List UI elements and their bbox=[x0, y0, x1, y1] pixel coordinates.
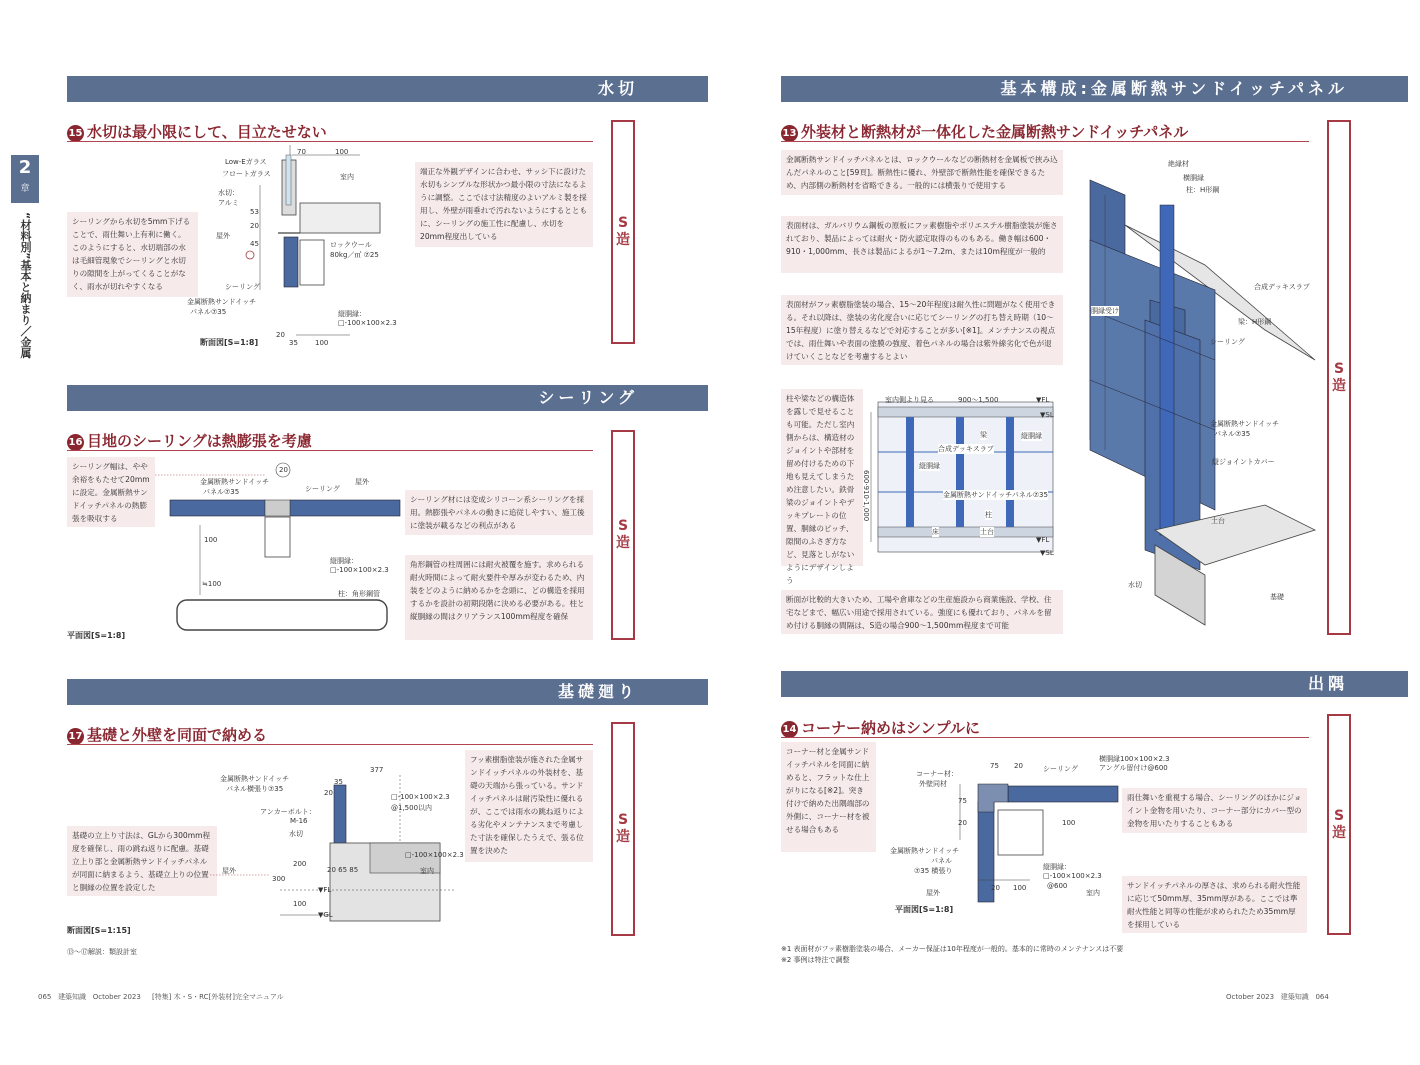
d15-panel: 金属断熱サンドイッチ bbox=[187, 298, 257, 306]
d13-kiso: 基礎 bbox=[1270, 593, 1284, 601]
panel-left-16 bbox=[170, 500, 265, 516]
d15-b100: 100 bbox=[315, 339, 329, 347]
d15-shitsunai: 室内 bbox=[340, 173, 354, 181]
chapter-unit: 章 bbox=[20, 184, 30, 194]
s-tag-13: S造 bbox=[1327, 120, 1351, 635]
glass bbox=[286, 155, 291, 205]
d14-panel: 金属断熱サンドイッチ bbox=[890, 847, 960, 855]
item-15-heading bbox=[67, 121, 327, 142]
d17-m16: M-16 bbox=[290, 817, 308, 825]
d17-mizu: 水切 bbox=[289, 830, 303, 838]
d17-fl: ▼FL bbox=[318, 886, 332, 894]
d13b-sl2: ▼SL bbox=[1040, 549, 1054, 557]
d17-v200: 200 bbox=[293, 860, 307, 868]
panel-horizontal-14 bbox=[1008, 786, 1118, 802]
d15-panel2: パネル⑦35 bbox=[190, 308, 227, 316]
s-tag-14: S造 bbox=[1327, 714, 1351, 935]
note-16c: 角形鋼管の柱周囲には耐火被覆を施す。求められる耐火時間によって耐火要件や厚みが変わるため、内装をどのように納めるかを念頭に、どの構造を採用するかを設計の初期段階に決める必要がある。柱と縦胴縁の間はクリアランス100mm程度を確保 bbox=[405, 555, 593, 640]
note-15a: シーリングから水切を5mm下げることで、雨仕舞い上有利に働く。このようにすると、水切端部の水は毛細管現象でシーリングと水切りの隙間を上がってくることがなく、雨水が切れやすくなる bbox=[67, 212, 198, 297]
item-17-rule bbox=[67, 744, 593, 745]
d16-dobuchi: 縦胴縁： bbox=[330, 557, 358, 565]
d13b-yuka: 床 bbox=[932, 528, 939, 536]
d17-anchor: アンカーボルト： bbox=[260, 808, 316, 816]
d16-c20: 20 bbox=[279, 466, 288, 474]
d14-corner2: 外壁同材 bbox=[919, 780, 947, 788]
d13-hari: 梁：H形鋼 bbox=[1238, 318, 1272, 326]
d17-35: 35 bbox=[334, 778, 343, 786]
item-16-number: 16 bbox=[67, 434, 84, 451]
d13-panel2: パネル⑦35 bbox=[1214, 430, 1251, 438]
d16-okugai: 屋外 bbox=[355, 478, 369, 486]
panel-17 bbox=[334, 785, 346, 843]
note-16a: シーリング幅は、やや余裕をもたせて20mmに設定。金属断熱サンドイッチパネルの熱膨張を吸収する bbox=[67, 457, 155, 527]
section-band-basic: 基本構成:金属断熱サンドイッチパネル bbox=[781, 76, 1408, 102]
item-15-title: 水切は最小限にして、目立たせない bbox=[87, 123, 327, 141]
item-17-title: 基礎と外壁を同面で納める bbox=[87, 726, 268, 744]
d15-mizu: 水切： bbox=[218, 189, 239, 197]
d17-b: 20 65 85 bbox=[327, 866, 359, 874]
item-16-heading bbox=[67, 430, 312, 451]
d14-seal: シーリング bbox=[1043, 765, 1078, 773]
d13b-dobuchi: 縦胴縁 bbox=[1021, 432, 1042, 440]
note-14b: 雨仕舞いを重視する場合、シーリングのほかにジョイント金物を用いたり、コーナー部分にカバー型の金物を用いたりすることもある bbox=[1122, 788, 1307, 833]
d15-okugai: 屋外 bbox=[216, 232, 230, 240]
d14-20: 20 bbox=[1014, 762, 1023, 770]
d17-v300: 300 bbox=[272, 875, 286, 883]
d13-kanamono: 胴縁受け bbox=[1091, 307, 1119, 315]
item-14-title: コーナー納めはシンプルに bbox=[801, 719, 981, 737]
d15-seal: シーリング bbox=[225, 283, 260, 291]
d13-dodai: 土台 bbox=[1211, 517, 1225, 525]
footer-left-page: 065 bbox=[38, 993, 52, 1001]
d15-alumi: アルミ bbox=[218, 199, 239, 207]
d15-rock: ロックウール bbox=[330, 241, 372, 249]
note-14c: サンドイッチパネルの厚さは、求められる耐火性能に応じて50mm厚、35mm厚がある。ここでは準耐火性能と同等の性能が求められたため35mm厚を採用している bbox=[1122, 876, 1307, 933]
d13b-sl: ▼SL bbox=[1040, 411, 1054, 419]
item-13-heading bbox=[781, 121, 1188, 142]
d13b-panel: 金属断熱サンドイッチパネル⑦35 bbox=[943, 491, 1048, 499]
item-13-number: 13 bbox=[781, 125, 798, 142]
s-tag-17: S造 bbox=[611, 722, 635, 936]
d17-credit: ⑬〜⑰解説：類設計室 bbox=[67, 948, 137, 956]
d16-dobuchi2: □-100×100×2.3 bbox=[330, 566, 389, 574]
chapter-tab bbox=[11, 155, 39, 203]
d13b-deck: 合成デッキスラブ bbox=[938, 445, 994, 453]
d17-sq2: □-100×100×2.3 bbox=[405, 851, 464, 859]
post-14 bbox=[998, 810, 1043, 855]
d13b-dims: 600·910·1,000 bbox=[862, 470, 870, 522]
d13-yokodobuchi: 横胴縁 bbox=[1183, 174, 1204, 182]
d13b-fl: ▼FL bbox=[1036, 396, 1050, 404]
d17-gl: ▼GL bbox=[318, 911, 333, 919]
rockwool-slab bbox=[300, 203, 380, 233]
d14-shitsunai: 室内 bbox=[1086, 889, 1100, 897]
item-15-number: 15 bbox=[67, 125, 84, 142]
d13-hashira: 柱：H形鋼 bbox=[1186, 186, 1220, 194]
item-13-title: 外装材と断熱材が一体化した金属断熱サンドイッチパネル bbox=[801, 123, 1189, 141]
column-16 bbox=[177, 600, 387, 630]
column-c bbox=[1006, 417, 1014, 527]
d17-sq1b: @1,500以内 bbox=[391, 804, 433, 812]
d14-angle: アングル留付け@600 bbox=[1099, 764, 1168, 772]
d14-v75: 75 bbox=[958, 797, 967, 805]
s-tag-15: S造 bbox=[611, 120, 635, 344]
item-15-rule bbox=[67, 141, 593, 142]
d15-rock2: 80kg／㎥ ⑦25 bbox=[330, 251, 379, 259]
d17-shitsunai: 室内 bbox=[420, 867, 434, 875]
d13b-hashira: 柱 bbox=[985, 511, 992, 519]
footer-right bbox=[1226, 992, 1329, 1002]
d14-corner: コーナー材： bbox=[916, 770, 958, 778]
d17-377: 377 bbox=[370, 766, 384, 774]
d13-mizu: 水切 bbox=[1128, 581, 1142, 589]
item-14-rule bbox=[781, 737, 1309, 738]
footer-right-magazine: 建築知識 bbox=[1280, 993, 1309, 1001]
d15-caption: 断面図[S=1:8] bbox=[200, 338, 259, 347]
d17-sq1: □-100×100×2.3 bbox=[391, 793, 450, 801]
d15-v53: 53 bbox=[250, 208, 259, 216]
item-14-heading bbox=[781, 717, 980, 738]
footnote-2: ※2 事例は特注で調整 bbox=[781, 956, 850, 964]
d17-20: 20 bbox=[324, 789, 333, 797]
item-13-rule bbox=[781, 141, 1309, 142]
item-14-number: 14 bbox=[781, 721, 798, 738]
d14-caption: 平面図[S=1:8] bbox=[895, 905, 954, 914]
d15-100: 100 bbox=[335, 148, 349, 156]
s-tag-16: S造 bbox=[611, 430, 635, 640]
column-a bbox=[906, 417, 914, 527]
note-16b: シーリング材には変成シリコーン系シーリングを採用。熱膨張やパネルの動きに追従しやすい、施工後に塗装が載るなどの利点がある bbox=[405, 490, 593, 535]
footer-left-magazine: 建築知識 bbox=[58, 993, 87, 1001]
d14-tate: 縦胴縁： bbox=[1043, 863, 1071, 871]
d17-caption: 断面図[S=1:15] bbox=[67, 926, 131, 935]
d17-panel2: パネル横張り⑦35 bbox=[226, 785, 284, 793]
footer-right-issue: October 2023 bbox=[1226, 993, 1275, 1001]
diagram-13-axonometric bbox=[1065, 150, 1320, 630]
item-17-heading bbox=[67, 724, 267, 745]
d14-b20: 20 bbox=[991, 884, 1000, 892]
d14-okugai: 屋外 bbox=[926, 889, 940, 897]
sealing-joint bbox=[265, 500, 290, 516]
d13b-dobuchi2: 縦胴縁 bbox=[919, 462, 940, 470]
d15-v45: 45 bbox=[250, 240, 259, 248]
footer-left-issue: October 2023 bbox=[92, 993, 141, 1001]
panel-section-15 bbox=[284, 237, 298, 287]
d13b-span: 900〜1,500 bbox=[958, 396, 999, 404]
d16-panel: 金属断熱サンドイッチ bbox=[200, 478, 270, 486]
note-13b: 表面材は、ガルバリウム鋼板の原板にフッ素樹脂やポリエステル樹脂塗装が施されており、製品によっては耐火・防火認定取得のものもある。働き幅は600・910・1,000mm、長さは製品によるが1〜7.2m、または10m程度が一般的 bbox=[781, 216, 1063, 273]
note-17a: 基礎の立上り寸法は、GLから300mm程度を確保し、雨の跳ね返りに配慮。基礎立上り部と金属断熱サンドイッチパネルが同面に納まるよう、基礎立上りの位置と胴縁の位置を設定した bbox=[67, 826, 217, 896]
d13b-dodai: 土台 bbox=[980, 528, 994, 536]
d13-cover: 縦ジョイントカバー bbox=[1212, 458, 1275, 466]
footer-right-page: 064 bbox=[1315, 993, 1329, 1001]
d16-seal: シーリング bbox=[305, 485, 340, 493]
d15-v20: 20 bbox=[250, 222, 259, 230]
d16-v100b: ≒100 bbox=[202, 580, 222, 588]
corner-cover bbox=[978, 784, 1008, 812]
d15-b20: 20 bbox=[276, 331, 285, 339]
d14-tate3: @600 bbox=[1047, 882, 1068, 890]
d14-v100: 100 bbox=[1062, 819, 1076, 827]
d17-panel: 金属断熱サンドイッチ bbox=[220, 775, 290, 783]
note-13d: 柱や梁などの構造体を露しで見せることも可能。ただし室内側からは、構造材のジョイントや部材を留め付けるための下地も見えてしまうため注意したい。鉄骨梁のジョイントやデッキプレートの位置、胴縁のピッチ、隙間のふさぎ方など、見落としがないようにデザインしよう bbox=[781, 389, 863, 566]
section-band-deszumi: 出隅 bbox=[781, 671, 1408, 697]
d15-lowe: Low-Eガラス bbox=[225, 158, 267, 166]
beam-bottom bbox=[878, 527, 1053, 537]
note-13c: 表面材がフッ素樹脂塗装の場合、15〜20年程度は耐久性に問題がなく使用できる。それ以降は、塗装の劣化度合いに応じてシーリングの打ち替え時期（10〜15年程度）に塗り替えるなどで対応することが多い[※1]。メンテナンスの視点では、雨仕舞いや表面の塗膜の強度、着色パネルの場合は紫外線劣化で色が退けていくことなどを考慮するとよい bbox=[781, 295, 1063, 365]
d17-v100: 100 bbox=[293, 900, 307, 908]
d13-seal: シーリング bbox=[1210, 338, 1245, 346]
d15-b35: 35 bbox=[289, 339, 298, 347]
d14-panel2: パネル bbox=[931, 857, 952, 865]
mullion-16 bbox=[265, 517, 290, 557]
d16-panel2: パネル⑦35 bbox=[203, 488, 240, 496]
note-13e: 断面が比較的大きいため、工場や倉庫などの生産施設から商業施設、学校、住宅などまで、幅広い用途で採用されている。強度にも優れており、パネルを留め付ける胴縁の間隔は、S造の場合900〜1,500mm程度まで可能 bbox=[781, 590, 1063, 634]
note-14a: コーナー材と金属サンドイッチパネルを同面に納めると、フラットな仕上がりになる[※2]。突き付けで納めた出隅端部の外側に、コーナー材を被せる場合もある bbox=[781, 742, 876, 852]
d14-b100: 100 bbox=[1013, 884, 1027, 892]
d13b-hari: 梁 bbox=[980, 431, 987, 439]
footer-left bbox=[38, 992, 284, 1002]
footnote-1: ※1 表面材がフッ素樹脂塗装の場合、メーカー保証は10年程度が一般的。基本的に常時のメンテナンスは不要 bbox=[781, 945, 1124, 953]
footer-left-feature: [特集] 木・S・RC[外装材]完全マニュアル bbox=[151, 993, 284, 1001]
d13-deck: 合成デッキスラブ bbox=[1254, 283, 1310, 291]
note-15b: 端正な外観デザインに合わせ、サッシ下に設けた水切もシンプルな形状かつ最小限の寸法になるように調整。ここでは寸法精度のよいアルミ製を採用し、外壁が雨垂れで汚れないようにするとともに、シーリングの施工性に配慮し、水切を20mm程度出している bbox=[415, 162, 593, 247]
d14-v20: 20 bbox=[958, 819, 967, 827]
chapter-number: 2 bbox=[18, 157, 32, 178]
d15-float: フロートガラス bbox=[222, 170, 271, 178]
d16-caption: 平面図[S=1:8] bbox=[67, 631, 126, 640]
d13-panel: 金属断熱サンドイッチ bbox=[1210, 420, 1280, 428]
column-b bbox=[956, 417, 964, 527]
h-column bbox=[1160, 205, 1174, 535]
section-band-sealing: シーリング bbox=[67, 385, 708, 411]
beam-top bbox=[878, 407, 1053, 417]
item-16-rule bbox=[67, 450, 593, 451]
note-17b: フッ素樹脂塗装が施された金属サンドイッチパネルの外装材を、基礎の天端から張っている。サンドイッチパネルは耐汚染性に優れるが、ここでは雨水の跳ね返りによる劣化やメンテナンスまで考慮した寸法を確保したうえで、張る位置を決めた bbox=[465, 750, 593, 862]
item-16-title: 目地のシーリングは熱膨張を考慮 bbox=[87, 432, 312, 450]
mullion-15 bbox=[300, 240, 324, 285]
d13b-head: 室内側より見る bbox=[885, 396, 934, 404]
d17-okugai: 屋外 bbox=[222, 867, 236, 875]
d13-zetsuen: 絶縁材 bbox=[1168, 160, 1189, 168]
item-17-number: 17 bbox=[67, 728, 84, 745]
chapter-title: “材料別”基本と納まり／金属 bbox=[19, 212, 32, 359]
d15-dobuchi: 縦胴縁： bbox=[338, 310, 366, 318]
diagram-13-elevation bbox=[868, 392, 1063, 564]
d14-panel3: ⑦35 横張り bbox=[914, 867, 953, 875]
d13b-fl2: ▼FL bbox=[1036, 536, 1050, 544]
d16-v100: 100 bbox=[204, 536, 218, 544]
d16-hashira: 柱：角形鋼管 bbox=[338, 590, 380, 598]
section-band-mizukiri: 水切 bbox=[67, 76, 708, 102]
d14-tate2: □-100×100×2.3 bbox=[1043, 872, 1102, 880]
d14-75: 75 bbox=[990, 762, 999, 770]
d15-dobuchi2: □-100×100×2.3 bbox=[338, 319, 397, 327]
panel-right-16 bbox=[290, 500, 400, 516]
note-13a: 金属断熱サンドイッチパネルとは、ロックウールなどの断熱材を金属板で挟み込んだパネルのこと[59頁]。断熱性に優れ、外壁部で断熱性能を確保できるため、内部側の断熱材を省略できる。一般的には横張りで使用する bbox=[781, 150, 1063, 195]
section-band-kiso: 基礎廻り bbox=[67, 679, 708, 705]
d15-70: 70 bbox=[297, 148, 306, 156]
diagram-16 bbox=[165, 465, 405, 630]
d14-yoko: 横胴縁100×100×2.3 bbox=[1099, 755, 1170, 763]
